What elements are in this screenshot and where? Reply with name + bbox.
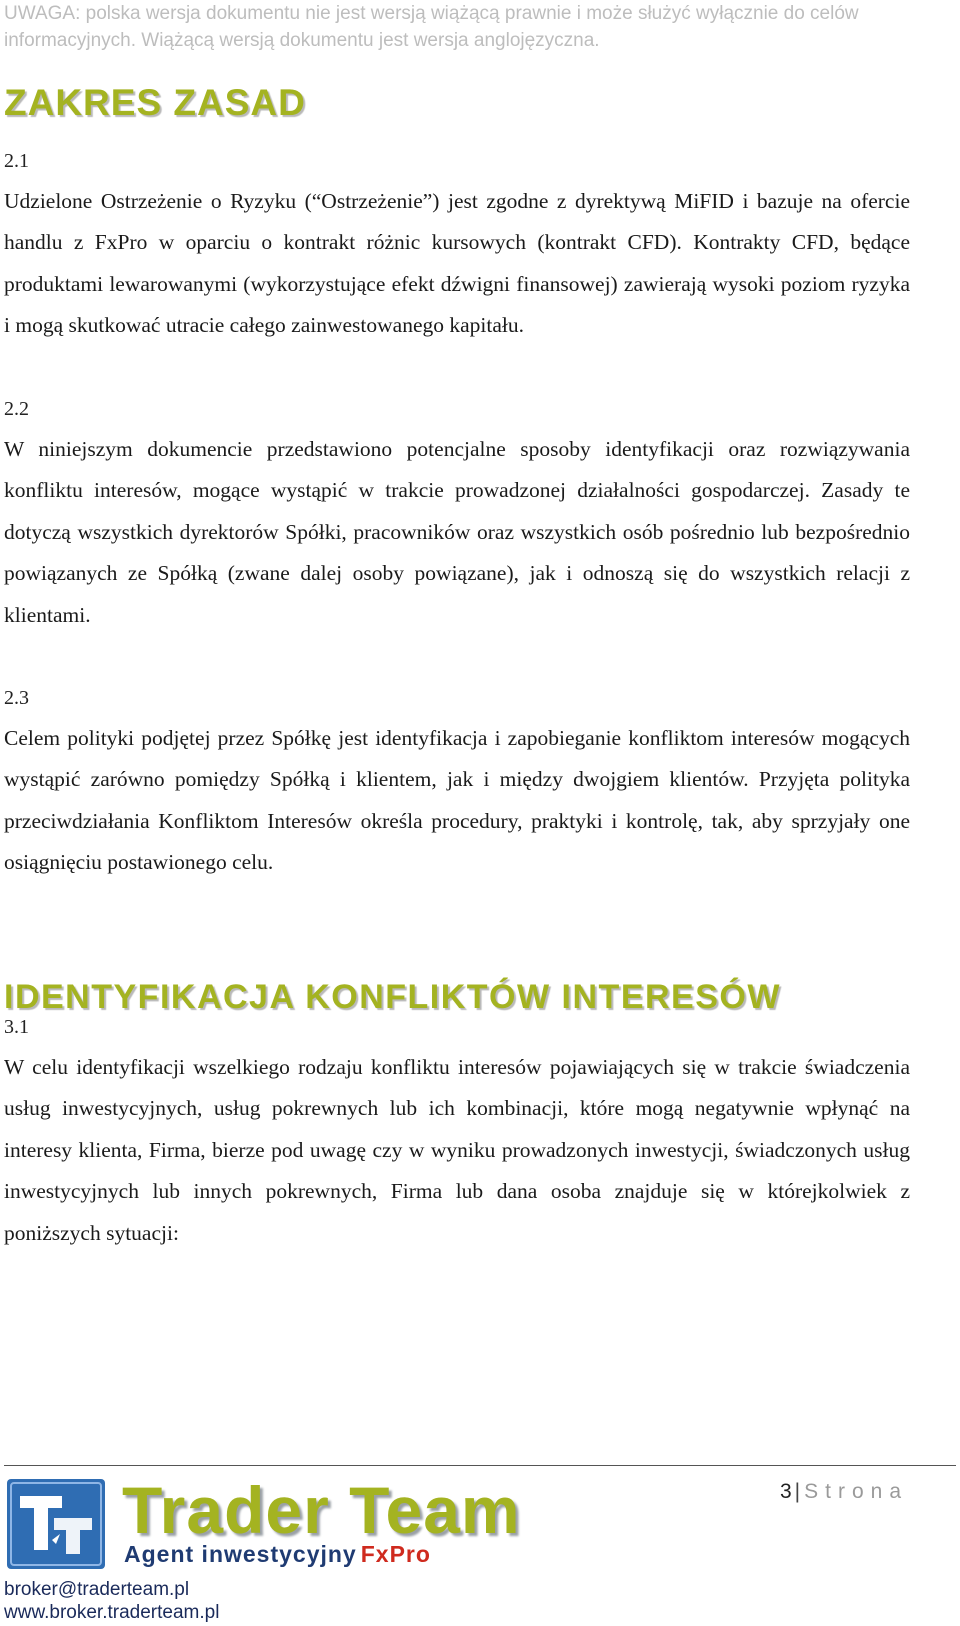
paragraph-text: Udzielone Ostrzeżenie o Ryzyku (“Ostrzeżenie”) jest zgodne z dyrektywą MiFID i bazuje na ofercie handlu z FxPro w oparciu o kontrakt różnic kursowych (kontrakt CFD). Kontrakty CFD, będące produktami lewarowanymi (wykorzystujące efekt dźwigni finansowej) zawierają wysoki poziom ryzyka i mogą skutkować utracie całego zainwestowanego kapitału. xyxy=(4,189,910,338)
traderteam-logo xyxy=(6,1473,556,1570)
fxpro-label: FxPro xyxy=(360,1541,431,1567)
page-number-value: 3 xyxy=(779,1480,792,1503)
paragraph-number: 2.1 xyxy=(4,150,29,172)
section-title-scope: ZAKRES ZASAD xyxy=(4,82,306,123)
page-number-separator: | xyxy=(794,1480,801,1503)
paragraph-text: W celu identyfikacji wszelkiego rodzaju konfliktu interesów pojawiających się w trakcie świadczenia usług inwestycyjnych, usług pokrewnych lub ich kombinacji, które mogą negatywnie wpłynąć na interesy klienta, Firma, bierze pod uwagę czy w wyniku prowadzonych inwestycji, świadczonych usług inwestycyjnych lub innych pokrewnych, Firma lub dana osoba znajduje się w którejkolwiek z poniższych sytuacji: xyxy=(4,1055,910,1245)
contact-email: broker@traderteam.pl xyxy=(4,1579,190,1600)
tagline-text: Agent inwestycyjny xyxy=(124,1541,357,1567)
traderteam-logo-icon xyxy=(6,1478,106,1570)
footer-divider xyxy=(4,1465,956,1466)
contact-website: www.broker.traderteam.pl xyxy=(4,1602,220,1623)
page-label: Strona xyxy=(804,1480,908,1503)
section-title-identification: IDENTYFIKACJA KONFLIKTÓW INTERESÓW xyxy=(4,978,781,1016)
paragraph-number: 3.1 xyxy=(4,1016,29,1038)
paragraph-text: Celem polityki podjętej przez Spółkę jest identyfikacja i zapobieganie konfliktom interesów mogących wystąpić zarówno pomiędzy Spółką i klientem, jak i między dwojgiem klientów. Przyjęta polityka przeciwdziałania Konfliktom Interesów określa procedury, praktyki i kontrolę, tak, aby sprzyjały one osiągnięciu postawionego celu. xyxy=(4,726,910,875)
legal-notice: UWAGA: polska wersja dokumentu nie jest wersją wiążącą prawnie i może służyć wyłącznie do celów informacyjnych. Wiążącą wersją dokumentu jest wersja anglojęzyczna. xyxy=(4,3,859,51)
paragraph-number: 2.3 xyxy=(4,687,29,709)
brand-tagline xyxy=(124,1541,431,1568)
paragraph-text: W niniejszym dokumencie przedstawiono potencjalne sposoby identyfikacji oraz rozwiązywania konfliktu interesów, mogące wystąpić w trakcie prowadzonej działalności gospodarczej. Zasady te dotyczą wszystkich dyrektorów Spółki, pracowników oraz wszystkich osób pośrednio lub bezpośrednio powiązanych ze Spółką (zwane dalej osoby powiązane), jak i odnoszą się do wszystkich relacji z klientami. xyxy=(4,437,910,627)
paragraph-number: 2.2 xyxy=(4,398,29,420)
brand-name: Trader Team xyxy=(122,1473,521,1547)
page-number xyxy=(780,1480,908,1504)
